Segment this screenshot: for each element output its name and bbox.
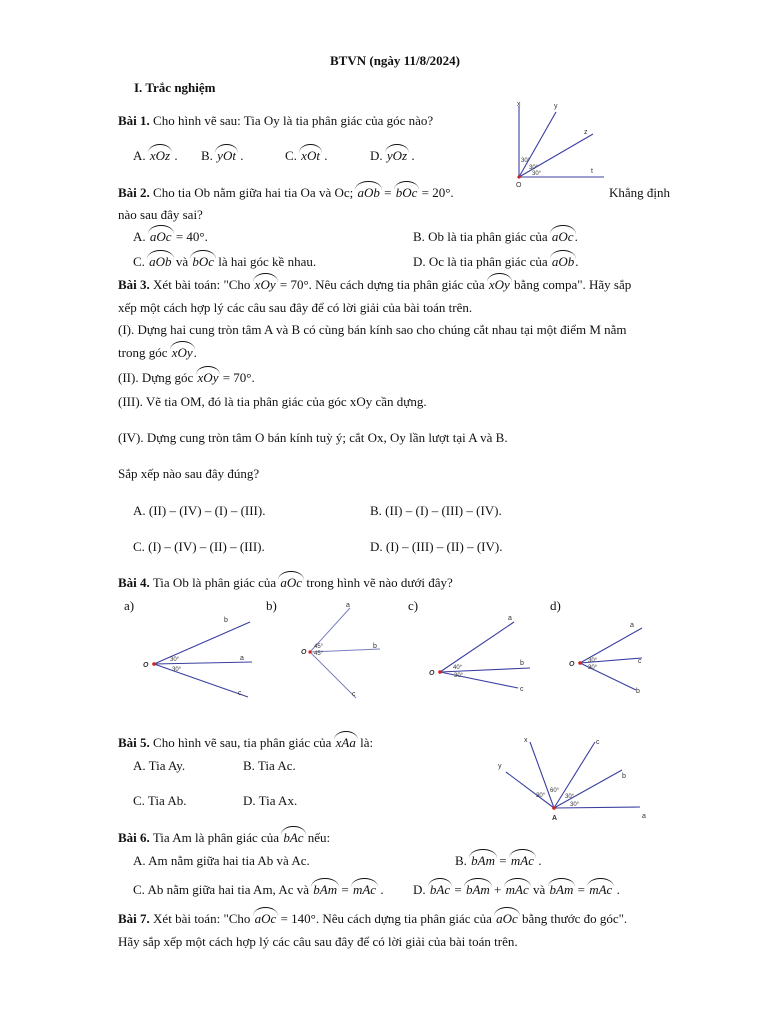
q2-option-b[interactable]: B. Ob là tia phân giác của aOc. <box>413 229 578 244</box>
q2-text: Bài 2. Cho tia Ob nằm giữa hai tia Oa và Oc; aOb = bOc = 20°. <box>118 185 454 200</box>
q1-option-a[interactable]: A. xOz . <box>133 148 178 163</box>
svg-text:c: c <box>596 739 600 746</box>
fig-a-label: a) <box>124 598 135 613</box>
svg-text:a: a <box>630 622 634 629</box>
section-heading: I. Trắc nghiệm <box>134 80 216 95</box>
q2-text-line2: nào sau đây sai? <box>118 207 203 222</box>
angle-1: 30° <box>521 158 531 164</box>
q6-option-a[interactable]: A. Am nằm giữa hai tia Ab và Ac. <box>133 853 310 868</box>
q2-option-d[interactable]: D. Oc là tia phân giác của aOb. <box>413 254 579 269</box>
ray-ac <box>554 742 595 808</box>
fig-c-ray-c <box>440 672 518 688</box>
fig-d-label: d) <box>550 598 561 613</box>
svg-text:60°: 60° <box>550 788 560 794</box>
fig-c-label: c) <box>408 598 419 613</box>
fig-c-ray-a <box>440 622 514 672</box>
svg-text:c: c <box>352 691 356 698</box>
vertex-o <box>517 175 520 178</box>
q5-figure <box>490 730 660 822</box>
svg-text:c: c <box>638 658 642 665</box>
q4-text: Bài 4. Tia Ob là phân giác của aOc trong hình vẽ nào dưới đây? <box>118 575 453 590</box>
svg-text:b: b <box>373 643 377 650</box>
q4-figures <box>118 596 758 712</box>
angle-3: 30° <box>532 171 542 177</box>
svg-text:a: a <box>508 615 512 622</box>
q1-figure <box>510 98 610 190</box>
svg-text:30°: 30° <box>588 658 598 664</box>
fig-b-ray-c <box>310 652 356 698</box>
angle-2: 30° <box>529 165 539 171</box>
label-o: O <box>516 182 522 189</box>
q3-option-d[interactable]: D. (I) – (III) – (II) – (IV). <box>370 539 503 554</box>
q6-option-b[interactable]: B. bAm = mAc . <box>455 853 542 868</box>
q5-option-d[interactable]: D. Tia Ax. <box>243 793 298 808</box>
q5-text: Bài 5. Cho hình vẽ sau, tia phân giác của xAa là: <box>118 735 374 750</box>
svg-text:30°: 30° <box>565 794 575 800</box>
svg-text:30°: 30° <box>536 793 546 799</box>
ray-aa <box>554 807 640 808</box>
vertex-a <box>552 806 556 810</box>
q6-option-c[interactable]: C. Ab nằm giữa hai tia Am, Ac và bAm = mAc . <box>133 882 384 897</box>
label-x: x <box>517 101 521 108</box>
svg-text:O: O <box>429 670 435 677</box>
svg-text:O: O <box>569 661 575 668</box>
q7-text: Bài 7. Xét bài toán: "Cho aOc = 140°. Nêu cách dựng tia phân giác của aOc bằng thước đo góc". <box>118 911 628 926</box>
svg-text:b: b <box>636 688 640 695</box>
page-title: BTVN (ngày 11/8/2024) <box>330 53 461 68</box>
fig-b-label: b) <box>266 598 277 613</box>
fig-a-ray-c <box>154 664 248 697</box>
q3-option-b[interactable]: B. (II) – (I) – (III) – (IV). <box>370 503 502 518</box>
q5-option-a[interactable]: A. Tia Ay. <box>133 758 186 773</box>
q1-option-d[interactable]: D. yOz . <box>370 148 415 163</box>
fig-a-label-b: b <box>224 617 228 624</box>
q5-option-b[interactable]: B. Tia Ac. <box>243 758 296 773</box>
svg-text:c: c <box>520 686 524 693</box>
q2-option-a[interactable]: A. aOc = 40°. <box>133 229 208 244</box>
svg-text:30°: 30° <box>570 802 580 808</box>
q3-ask: Sắp xếp nào sau đây đúng? <box>118 466 260 481</box>
svg-text:b: b <box>520 660 524 667</box>
svg-text:y: y <box>498 763 502 770</box>
label-z: z <box>584 129 588 136</box>
svg-text:30°: 30° <box>172 667 182 673</box>
q2-option-c[interactable]: C. aOb và bOc là hai góc kề nhau. <box>133 254 317 269</box>
fig-a-label-o: O <box>143 662 149 669</box>
svg-text:40°: 40° <box>453 665 463 671</box>
q3-step-3: (III). Vẽ tia OM, đó là tia phân giác của góc xOy cần dựng. <box>118 394 427 409</box>
svg-text:a: a <box>346 602 350 609</box>
q1-text: Bài 1. Cho hình vẽ sau: Tia Oy là tia phân giác của góc nào? <box>118 113 434 128</box>
svg-text:30°: 30° <box>588 665 598 671</box>
label-y: y <box>554 103 558 110</box>
q3-text: Bài 3. Xét bài toán: "Cho xOy = 70°. Nêu cách dựng tia phân giác của xOy bằng compa". Hãy sắp <box>118 277 632 292</box>
svg-text:45°: 45° <box>314 651 324 657</box>
svg-text:30°: 30° <box>170 657 180 663</box>
q3-step-4: (IV). Dựng cung tròn tâm O bán kính tuỳ ý; cắt Ox, Oy lần lượt tại A và B. <box>118 430 508 445</box>
q3-text-line2: xếp một cách hợp lý các câu sau đây để có lời giải của bài toán trên. <box>118 300 473 315</box>
fig-a-label-a: a <box>240 655 244 662</box>
svg-text:O: O <box>301 649 307 656</box>
q3-step-1-cont: trong góc xOy. <box>118 345 197 360</box>
q1-option-b[interactable]: B. yOt . <box>201 148 244 163</box>
fig-a-label-c: c <box>238 690 242 697</box>
label-t: t <box>591 168 593 175</box>
ray-ay <box>506 772 554 808</box>
q3-step-2: (II). Dựng góc xOy = 70°. <box>118 370 255 385</box>
svg-text:30°: 30° <box>454 673 464 679</box>
svg-text:45°: 45° <box>314 644 324 650</box>
fig-a-ray-a <box>154 662 252 664</box>
q3-step-1: (I). Dựng hai cung tròn tâm A và B có cùng bán kính sao cho chúng cắt nhau tại một điểm M nằm <box>118 322 627 337</box>
svg-text:x: x <box>524 737 528 744</box>
q7-text-line2: Hãy sắp xếp một cách hợp lý các câu sau đây để có lời giải của bài toán trên. <box>118 934 518 949</box>
svg-text:A: A <box>552 815 558 822</box>
q1-option-c[interactable]: C. xOt . <box>285 148 328 163</box>
q5-option-c[interactable]: C. Tia Ab. <box>133 793 187 808</box>
svg-text:b: b <box>622 773 626 780</box>
fig-a-ray-b <box>154 622 250 664</box>
q3-option-c[interactable]: C. (I) – (IV) – (II) – (III). <box>133 539 265 554</box>
q2-text-tail: Khẳng định <box>609 185 671 200</box>
q3-option-a[interactable]: A. (II) – (IV) – (I) – (III). <box>133 503 266 518</box>
svg-text:a: a <box>642 813 646 820</box>
q6-option-d[interactable]: D. bAc = bAm + mAc và bAm = mAc . <box>413 882 620 897</box>
q6-text: Bài 6. Tia Am là phân giác của bAc nếu: <box>118 830 331 845</box>
ray-ab <box>554 770 622 808</box>
